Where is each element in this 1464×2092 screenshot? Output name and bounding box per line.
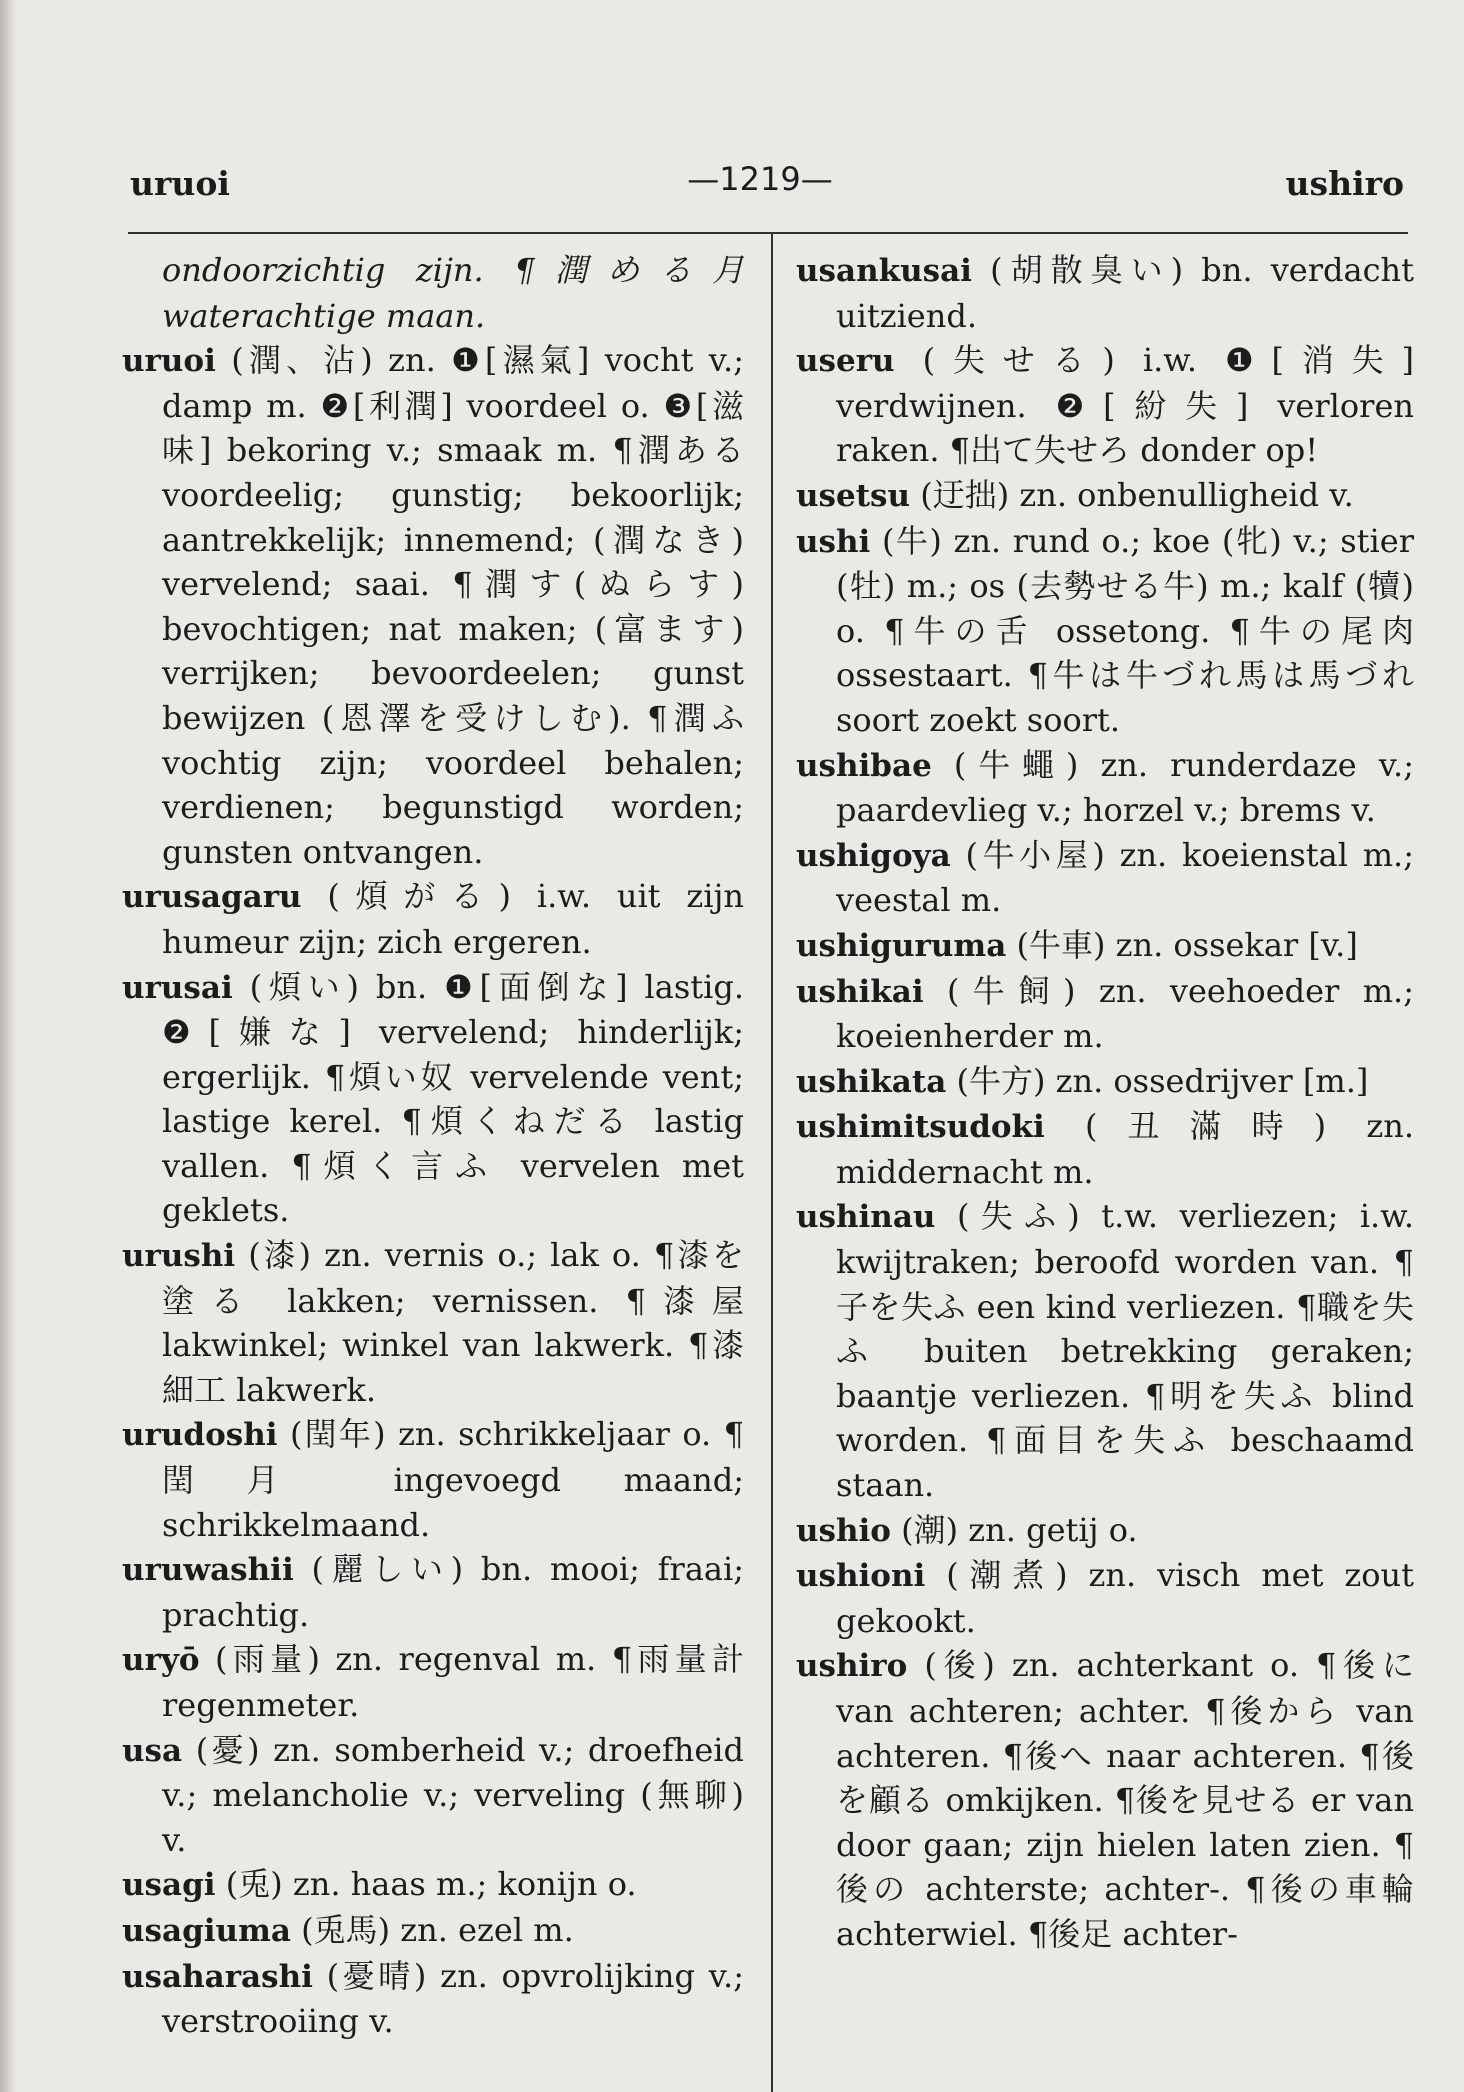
entry-text: (兎馬) zn. ezel m.: [301, 1910, 574, 1949]
dictionary-entry: [122, 248, 744, 338]
entry-text: ondoorzichtig zijn. ¶潤める月 waterachtige maan.: [162, 251, 744, 335]
dictionary-entry: [796, 338, 1414, 473]
header-left-headword: uruoi: [130, 164, 230, 203]
dictionary-entry: [122, 1954, 744, 2044]
dictionary-entry: [122, 1547, 744, 1637]
entry-headword: uruoi: [122, 343, 216, 380]
dictionary-entry: [122, 1908, 744, 1954]
entry-headword: ushikai: [796, 973, 924, 1010]
entry-headword: usaharashi: [122, 1958, 313, 1995]
dictionary-entry: [796, 969, 1414, 1059]
entry-text: (失せる) i.w. ❶[消失] verdwijnen. ❷[紛失] verloren raken. ¶出て失せろ donder op!: [836, 341, 1414, 470]
dictionary-entry: [796, 519, 1414, 743]
dictionary-entry: [796, 248, 1414, 338]
dictionary-entry: [796, 1059, 1414, 1105]
entry-headword: urusagaru: [122, 879, 302, 916]
left-column: [122, 248, 744, 2044]
dictionary-entry: [796, 1553, 1414, 1643]
entry-text: (兎) zn. haas m.; konijn o.: [225, 1865, 637, 1904]
entry-text: (潮煮) zn. visch met zout gekookt.: [836, 1556, 1414, 1640]
dictionary-entry: [122, 1637, 744, 1727]
dictionary-entry: [796, 833, 1414, 923]
entry-text: (牛小屋) zn. koeienstal m.; veestal m.: [836, 835, 1414, 920]
entry-text: (牛蠅) zn. runderdaze v.; paardevlieg v.; horzel v.; brems v.: [836, 745, 1414, 830]
entry-text: (牛方) zn. ossedrijver [m.]: [956, 1061, 1369, 1100]
entry-text: (潮) zn. getij o.: [901, 1510, 1138, 1549]
dictionary-entry: [796, 1643, 1414, 1956]
entry-headword: urushi: [122, 1238, 236, 1275]
entry-headword: useru: [796, 343, 895, 380]
entry-text: (憂) zn. somberheid v.; droefheid v.; melancholie v.; verveling (無聊) v.: [162, 1730, 744, 1859]
entry-headword: ushigoya: [796, 837, 951, 874]
entry-text: (憂晴) zn. opvrolijking v.; verstrooiing v.: [162, 1956, 744, 2041]
entry-headword: uruwashii: [122, 1552, 294, 1589]
entry-text: (迂拙) zn. onbenulligheid v.: [920, 475, 1354, 514]
entry-headword: usagiuma: [122, 1912, 291, 1949]
header-right-headword: ushiro: [1285, 164, 1404, 203]
entry-text: (麗しい) bn. mooi; fraai; prachtig.: [162, 1550, 744, 1634]
dictionary-entry: [796, 1104, 1414, 1194]
dictionary-entry: [122, 965, 744, 1234]
entry-headword: ushimitsudoki: [796, 1109, 1045, 1146]
entry-headword: ushioni: [796, 1558, 926, 1595]
dictionary-entry: [122, 874, 744, 964]
dictionary-entry: [796, 1508, 1414, 1554]
entry-text: (潤、沾) zn. ❶[濕氣] vocht v.; damp m. ❷[利潤] voordeel o. ❸[滋味] bekoring v.; smaak m. ¶潤ある voordeelig; gunstig; bekoorlijk; aantrekkelijk; innemend; (潤なき) vervelend; saai. ¶潤す(ぬらす) bevochtigen; nat maken; (富ます) verrijken; bevoordeelen; gunst bewijzen (恩澤を受けしむ). ¶潤ふ vochtig zijn; voordeel behalen; verdienen; begunstigd worden; gunsten ontvangen.: [162, 341, 744, 871]
dictionary-entry: [796, 923, 1414, 969]
entry-text: (煩がる) i.w. uit zijn humeur zijn; zich ergeren.: [162, 877, 744, 961]
column-divider: [771, 232, 773, 2092]
entry-text: (雨量) zn. regenval m. ¶雨量計 regenmeter.: [162, 1640, 744, 1724]
entry-text: (牛車) zn. ossekar [v.]: [1016, 925, 1358, 964]
page-header: [0, 160, 1464, 208]
entry-text: (丑滿時) zn. middernacht m.: [836, 1107, 1414, 1191]
entry-text: (閏年) zn. schrikkeljaar o. ¶閏月 ingevoegd maand; schrikkelmaand.: [162, 1415, 744, 1544]
entry-headword: ushibae: [796, 747, 932, 784]
dictionary-entry: [122, 338, 744, 874]
entry-headword: ushiguruma: [796, 927, 1007, 964]
entry-headword: ushinau: [796, 1199, 936, 1236]
dictionary-entry: [796, 743, 1414, 833]
dictionary-entry: [796, 1194, 1414, 1507]
entry-headword: ushio: [796, 1512, 891, 1549]
entry-text: (胡散臭い) bn. verdacht uitziend.: [836, 251, 1414, 335]
entry-text: (牛) zn. rund o.; koe (牝) v.; stier (牡) m.; os (去勢せる牛) m.; kalf (犢) o. ¶牛の舌 ossetong. ¶牛の尾肉 ossestaart. ¶牛は牛づれ馬は馬づれ soort zoekt soort.: [836, 521, 1414, 739]
entry-headword: uryō: [122, 1642, 200, 1679]
entry-headword: urusai: [122, 969, 233, 1006]
right-column: [796, 248, 1414, 1957]
page-binding-shadow: [0, 0, 16, 2092]
header-rule: [128, 232, 1408, 234]
entry-text: (漆) zn. vernis o.; lak o. ¶漆を塗る lakken; vernissen. ¶漆屋 lakwinkel; winkel van lakwerk. ¶漆細工 lakwerk.: [162, 1236, 744, 1409]
entry-headword: usankusai: [796, 253, 972, 289]
entry-headword: urudoshi: [122, 1417, 278, 1454]
entry-text: (後) zn. achterkant o. ¶後に van achteren; achter. ¶後から van achteren. ¶後へ naar achteren. ¶後を顧る omkijken. ¶後を見せる er van door gaan; zijn hielen laten zien. ¶後の achterste; achter-. ¶後の車輪 achterwiel. ¶後足 achter-: [836, 1646, 1414, 1953]
entry-headword: ushiro: [796, 1648, 908, 1685]
entry-text: (牛飼) zn. veehoeder m.; koeienherder m.: [836, 971, 1414, 1056]
entry-headword: ushikata: [796, 1063, 947, 1100]
entry-headword: usagi: [122, 1867, 216, 1904]
entry-headword: usetsu: [796, 477, 911, 514]
dictionary-entry: [122, 1862, 744, 1908]
dictionary-entry: [122, 1728, 744, 1863]
entry-text: (失ふ) t.w. verliezen; i.w. kwijtraken; beroofd worden van. ¶子を失ふ een kind verliezen. ¶職を失ふ buiten betrekking geraken; baantje verliezen. ¶明を失ふ blind worden. ¶面目を失ふ beschaamd staan.: [836, 1197, 1414, 1505]
entry-headword: ushi: [796, 523, 871, 560]
page-number: —1219—: [687, 160, 833, 198]
dictionary-entry: [796, 473, 1414, 519]
dictionary-entry: [122, 1233, 744, 1412]
dictionary-entry: [122, 1412, 744, 1547]
entry-headword: usa: [122, 1732, 183, 1769]
entry-text: (煩い) bn. ❶[面倒な] lastig. ❷[嫌な] vervelend; hinderlijk; ergerlijk. ¶煩い奴 vervelende vent; lastige kerel. ¶煩くねだる lastig vallen. ¶煩く言ふ vervelen met geklets.: [162, 967, 744, 1230]
